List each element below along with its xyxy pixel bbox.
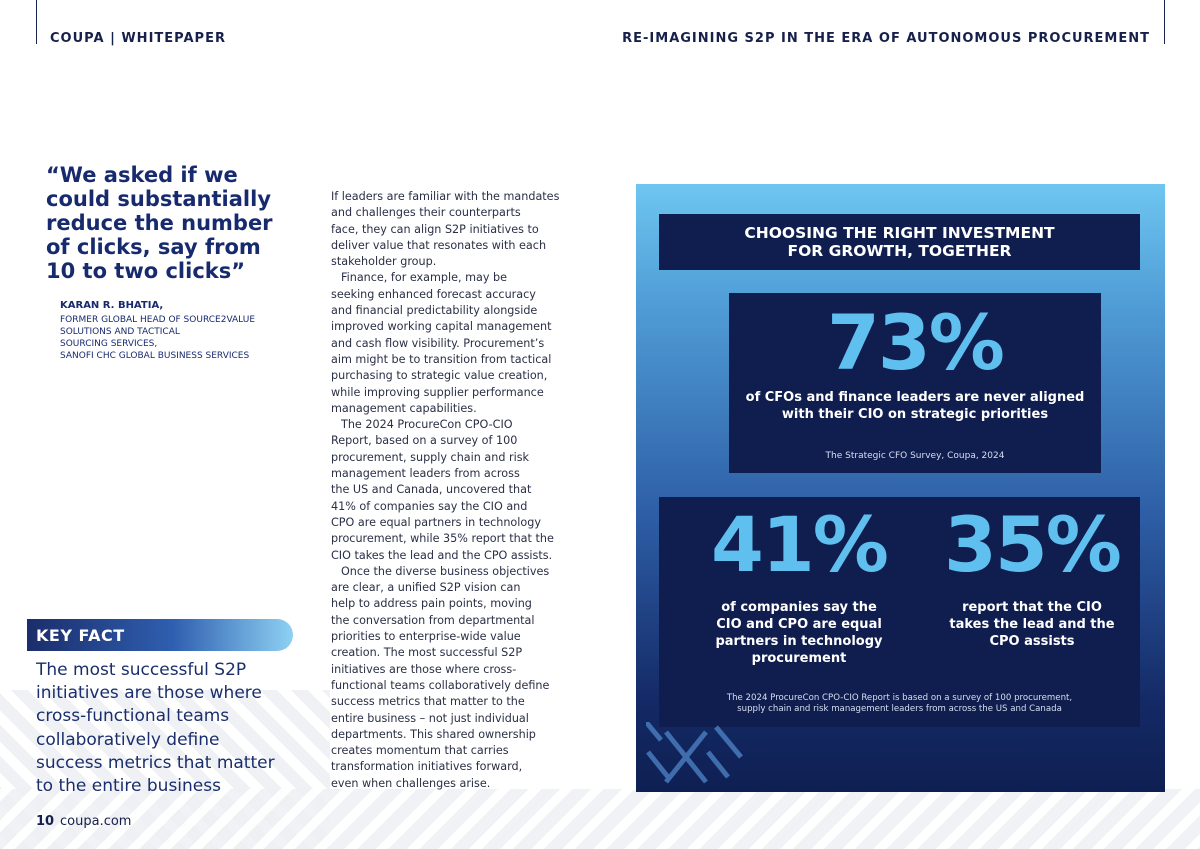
attribution-role: FORMER GLOBAL HEAD OF SOURCE2VALUE SOLUTIONS AND TACTICAL SOURCING SERVICES, SANOFI CHC GLOBAL BUSINESS SERVICES	[60, 315, 256, 361]
key-fact-text: The most successful S2P initiatives are those where cross-functional teams collaboratively define success metrics that matter to the entire business	[36, 660, 275, 797]
attribution-name: KARAN R. BHATIA,	[60, 300, 164, 311]
stat-value-35: 35%	[944, 500, 1120, 589]
stat-column-41	[699, 500, 899, 667]
quote-attribution	[60, 300, 310, 362]
stat-source-procurecon: The 2024 ProcureCon CPO-CIO Report is based on a survey of 100 procurement, supply chain and risk management leaders from across the US and Canada	[726, 693, 1073, 714]
stat-source-73: The Strategic CFO Survey, Coupa, 2024	[825, 451, 1005, 461]
stat-description-35: report that the CIO takes the lead and the CPO assists	[949, 600, 1115, 649]
body-copy	[331, 189, 567, 792]
stat-value-73: 73%	[827, 298, 1003, 387]
stat-column-35	[932, 500, 1132, 650]
stat-value-41: 41%	[711, 500, 887, 589]
stats-panel	[636, 184, 1165, 792]
x-pattern-decoration	[646, 722, 766, 792]
header-left-label: COUPA | WHITEPAPER	[50, 31, 226, 46]
footer-url: coupa.com	[60, 814, 132, 829]
body-paragraph-4: Once the diverse business objectives are clear, a unified S2P vision can help to address pain points, moving the conversation from departmental priorities to enterprise-wide value creation. The most successful S2P initiatives are those where cross- functional teams collaboratively define success metrics that matter to the entire business – not just individual departments. This shared ownership creates momentum that carries transformation initiatives forward, even when challenges arise.	[331, 564, 550, 790]
header-rule-left	[36, 0, 37, 44]
body-paragraph-1: If leaders are familiar with the mandates and challenges their counterparts face, they can align S2P initiatives to deliver value that resonates with each stakeholder group.	[331, 190, 560, 269]
body-paragraph-3: The 2024 ProcureCon CPO-CIO Report, based on a survey of 100 procurement, supply chain and risk management leaders from across the US and Canada, uncovered that 41% of companies say the CIO and CPO are equal partners in technology procurement, while 35% report that the CIO takes the lead and the CPO assists.	[331, 418, 554, 562]
pull-quote: “We asked if we could substantially reduce the number of clicks, say from 10 to two clicks”	[46, 163, 273, 283]
panel-title: CHOOSING THE RIGHT INVESTMENT FOR GROWTH, TOGETHER	[659, 214, 1140, 270]
key-fact-label: KEY FACT	[36, 626, 125, 645]
stat-card-cio-cpo	[659, 497, 1140, 727]
stat-description-41: of companies say the CIO and CPO are equal partners in technology procurement	[715, 600, 883, 666]
header-rule-right	[1164, 0, 1165, 44]
stat-description-73: of CFOs and finance leaders are never aligned with their CIO on strategic priorities	[745, 390, 1085, 422]
page-number: 10	[36, 814, 55, 829]
header-right-title: RE-IMAGINING S2P IN THE ERA OF AUTONOMOUS PROCUREMENT	[622, 31, 1150, 46]
body-paragraph-2: Finance, for example, may be seeking enhanced forecast accuracy and financial predictability alongside improved working capital management and cash flow visibility. Procurement’s aim might be to transition from tactical purchasing to strategic value creation, while improving supplier performance management capabilities.	[331, 271, 552, 415]
stat-card-cfo-alignment	[729, 293, 1101, 473]
